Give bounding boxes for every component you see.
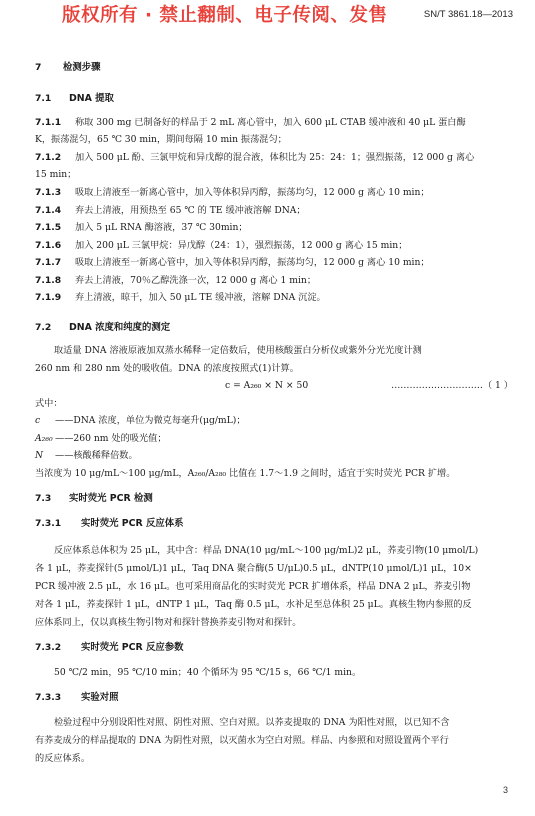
section-title: DNA 提取 [69, 93, 114, 104]
step-text: 弃去上清液，用预热至 65 ℃ 的 TE 缓冲液溶解 DNA； [75, 205, 306, 216]
step-text: 加入 200 μL 三氯甲烷：异戊醇（24：1），强烈振荡，12 000 g 离心 15 min； [75, 240, 408, 251]
section-number: 7.3.3 [35, 692, 62, 703]
section-7-heading [35, 62, 513, 74]
paragraph-line: 当浓度为 10 μg/mL～100 μg/mL，A₂₆₀/A₂₈₀ 比值在 1.7～1.9 之间时，适宜于实时荧光 PCR 扩增。 [35, 468, 456, 479]
page-number: 3 [502, 784, 508, 795]
paragraph-line: 有荞麦成分的样品提取的 DNA 为阴性对照，以灭菌水为空白对照。样品、内参照和对照设置两个平行 [35, 735, 449, 746]
formula-reference: …………………………（ 1 ） [391, 380, 513, 391]
section-7-1-heading [35, 93, 513, 105]
paragraph-line: 的反应体系。 [35, 753, 91, 764]
step-text-line-2: 15 min； [35, 169, 77, 180]
section-number: 7.1 [35, 93, 52, 104]
step-text-line-1: 称取 300 mg 已制备好的样品于 2 mL 离心管中，加入 600 μL CTAB 缓冲液和 40 μL 蛋白酶 [75, 117, 466, 128]
step-number: 7.1.5 [35, 222, 62, 233]
section-title: 实时荧光 PCR 反应参数 [81, 642, 184, 653]
variable-definition [35, 415, 246, 427]
section-title: 实验对照 [81, 692, 119, 703]
paragraph-line: 应体系同上，仅以真核生物引物对和探针替换荞麦引物对和探针。 [35, 617, 302, 628]
step-number: 7.1.3 [35, 187, 62, 198]
paragraph-line: 检验过程中分别设阳性对照、阴性对照、空白对照。以荞麦提取的 DNA 为阳性对照，以已知不含 [54, 717, 450, 728]
where-label: 式中： [35, 398, 63, 409]
step-text: 弃去上清液，70％乙醇洗涤一次，12 000 g 离心 1 min； [75, 275, 317, 286]
section-7-3-3-heading [35, 692, 513, 704]
step-number: 7.1.2 [35, 152, 62, 163]
step-text-line-1: 加入 500 μL 酚、三氯甲烷和异戊醇的混合液，体积比为 25：24：1；强烈振荡，12 000 g 离心 [75, 152, 475, 163]
step-text: 加入 5 μL RNA 酶溶液，37 ℃ 30min； [75, 222, 248, 233]
section-title: 检测步骤 [63, 62, 101, 73]
step-number: 7.1.4 [35, 205, 62, 216]
paragraph-line: 各 1 μL，荞麦探针(5 μmol/L)1 μL，Taq DNA 聚合酶(5 U/μL)0.5 μL，dNTP(10 μmol/L)1 μL，10× [35, 563, 472, 574]
paragraph-line: 50 ℃/2 min，95 ℃/10 min；40 个循环为 95 ℃/15 s，66 ℃/1 min。 [54, 667, 362, 678]
section-title: 实时荧光 PCR 检测 [69, 493, 153, 504]
variable-symbol: N [35, 450, 44, 461]
section-number: 7 [35, 62, 42, 73]
watermark-text: 版权所有 · 禁止翻制、电子传阅、发售 [62, 5, 388, 26]
step-number: 7.1.1 [35, 117, 62, 128]
step-text: 吸取上清液至一新离心管中，加入等体积异丙醇，振荡均匀，12 000 g 离心 10 min； [75, 187, 430, 198]
step-text: 吸取上清液至一新离心管中，加入等体积异丙醇，振荡均匀，12 000 g 离心 10 min； [75, 257, 430, 268]
variable-symbol: c [35, 415, 41, 426]
section-number: 7.3.1 [35, 518, 62, 529]
variable-description: ——DNA 浓度，单位为微克每毫升(μg/mL)； [55, 415, 246, 426]
section-number: 7.3 [35, 493, 52, 504]
variable-definition [35, 450, 138, 462]
section-7-3-2-heading [35, 642, 513, 654]
section-number: 7.3.2 [35, 642, 62, 653]
paragraph-line: 反应体系总体积为 25 μL，其中含：样品 DNA(10 μg/mL～100 μg/mL)2 μL，荞麦引物(10 μmol/L) [54, 545, 479, 556]
variable-symbol: A₂₆₀ [35, 433, 53, 444]
paragraph-line: 对各 1 μL，荞麦探针 1 μL，dNTP 1 μL，Taq 酶 0.5 μL，水补足至总体积 25 μL。真核生物内参照的反 [35, 599, 472, 610]
variable-description: ——260 nm 处的吸光值； [55, 433, 167, 444]
paragraph-line: 取适量 DNA 溶液原液加双蒸水稀释一定倍数后，使用核酸蛋白分析仪或紫外分光光度计测 [54, 345, 422, 356]
section-title: DNA 浓度和纯度的测定 [69, 322, 171, 333]
standard-code: SN/T 3861.18—2013 [423, 9, 513, 20]
variable-definition [35, 433, 167, 445]
section-7-2-heading [35, 322, 513, 334]
paragraph-line: 260 nm 和 280 nm 处的吸收值。DNA 的浓度按照式(1)计算。 [35, 363, 299, 374]
section-title: 实时荧光 PCR 反应体系 [81, 518, 184, 529]
step-text-line-2: K，振荡混匀，65 ℃ 30 min，期间每隔 10 min 振荡混匀； [35, 134, 287, 145]
step-number: 7.1.9 [35, 292, 62, 303]
formula: c = A₂₆₀ × N × 50 [225, 380, 309, 391]
step-number: 7.1.8 [35, 275, 62, 286]
section-7-3-heading [35, 493, 513, 505]
section-number: 7.2 [35, 322, 52, 333]
step-number: 7.1.7 [35, 257, 62, 268]
variable-description: ——核酸稀释倍数。 [55, 450, 138, 461]
section-7-3-1-heading [35, 518, 513, 530]
paragraph-line: PCR 缓冲液 2.5 μL，水 16 μL。也可采用商品化的实时荧光 PCR 扩增体系，样品 DNA 2 μL，荞麦引物 [35, 581, 471, 592]
step-text: 弃上清液，晾干，加入 50 μL TE 缓冲液，溶解 DNA 沉淀。 [75, 292, 326, 303]
step-number: 7.1.6 [35, 240, 62, 251]
